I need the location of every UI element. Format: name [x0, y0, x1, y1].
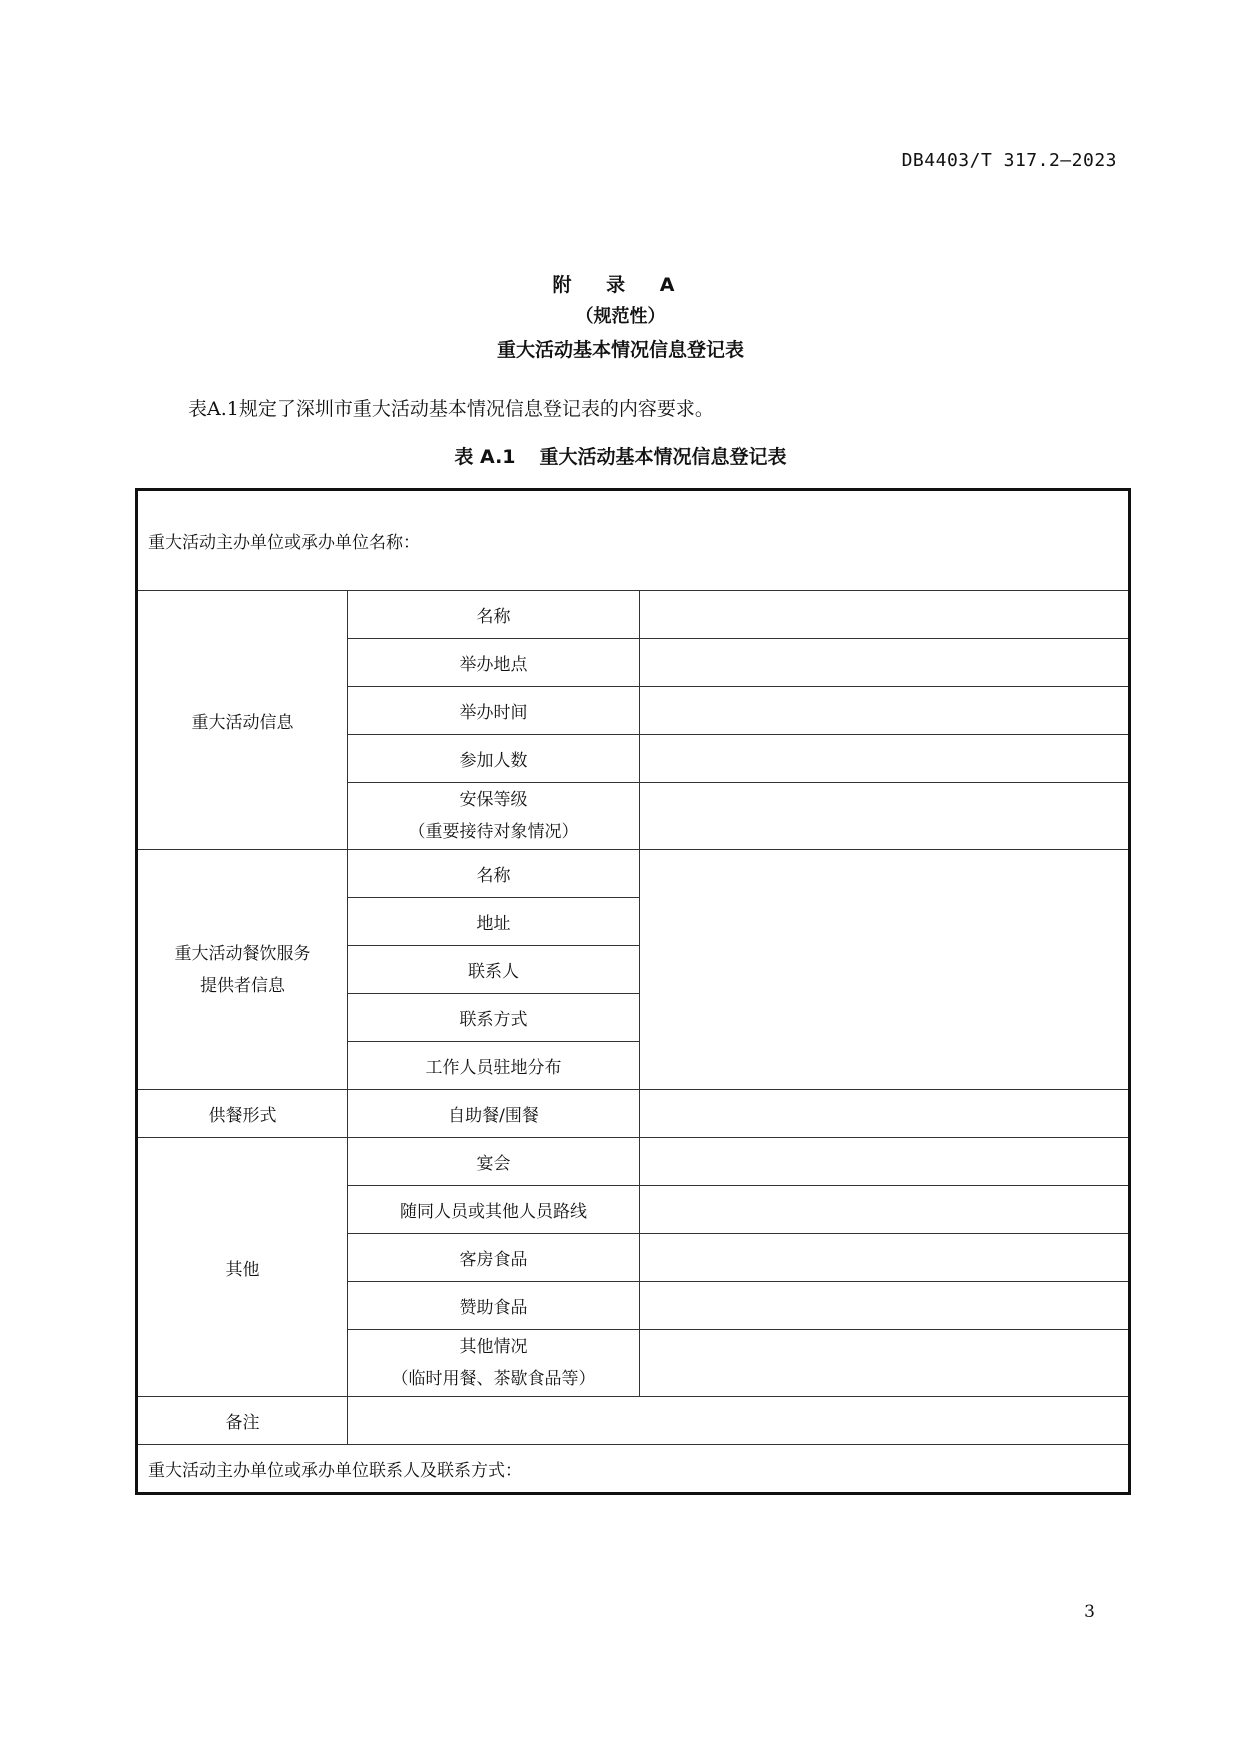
banquet-label: 宴会: [348, 1138, 640, 1186]
participants-label: 参加人数: [348, 735, 640, 783]
table-caption-title: 重大活动基本情况信息登记表: [539, 446, 787, 468]
intro-paragraph: 表A.1规定了深圳市重大活动基本情况信息登记表的内容要求。: [188, 398, 714, 420]
document-code: DB4403/T 317.2—2023: [901, 150, 1117, 171]
remarks-value[interactable]: [348, 1397, 1130, 1445]
activity-name-label: 名称: [348, 591, 640, 639]
table-row: [137, 591, 1130, 639]
activity-venue-value[interactable]: [640, 639, 1130, 687]
provider-info-value[interactable]: [640, 850, 1130, 1090]
registration-table: [135, 488, 1131, 1495]
provider-address-label: 地址: [348, 898, 640, 946]
participants-value[interactable]: [640, 735, 1130, 783]
activity-time-label: 举办时间: [348, 687, 640, 735]
activity-info-group: 重大活动信息: [137, 591, 348, 850]
page-number: 3: [1084, 1602, 1095, 1622]
security-level-line1: 安保等级: [459, 790, 528, 810]
provider-group-line2: 提供者信息: [200, 975, 285, 996]
other-situation-label: [348, 1330, 640, 1397]
organizer-name-cell[interactable]: 重大活动主办单位或承办单位名称：: [137, 490, 1130, 591]
provider-contact-label: 联系人: [348, 946, 640, 994]
security-level-value[interactable]: [640, 783, 1130, 850]
other-situation-line1: 其他情况: [459, 1337, 528, 1357]
banquet-value[interactable]: [640, 1138, 1130, 1186]
route-value[interactable]: [640, 1186, 1130, 1234]
staff-distribution-label: 工作人员驻地分布: [348, 1042, 640, 1090]
activity-name-value[interactable]: [640, 591, 1130, 639]
contact-info-cell[interactable]: 重大活动主办单位或承办单位联系人及联系方式：: [137, 1445, 1130, 1494]
security-level-label: [348, 783, 640, 850]
table-caption: [0, 442, 1241, 469]
meal-form-label: 供餐形式: [137, 1090, 348, 1138]
appendix-name: 重大活动基本情况信息登记表: [496, 339, 744, 361]
meal-form-type: 自助餐/围餐: [348, 1090, 640, 1138]
other-situation-value[interactable]: [640, 1330, 1130, 1397]
table-row: [137, 1138, 1130, 1186]
appendix-nature: （规范性）: [575, 306, 666, 327]
activity-time-value[interactable]: [640, 687, 1130, 735]
room-food-label: 客房食品: [348, 1234, 640, 1282]
appendix-title: 附 录 A: [552, 274, 689, 296]
meal-form-value[interactable]: [640, 1090, 1130, 1138]
route-label: 随同人员或其他人员路线: [348, 1186, 640, 1234]
other-situation-line2: （临时用餐、茶歇食品等）: [391, 1369, 596, 1389]
table-row: [137, 490, 1130, 591]
security-level-line2: （重要接待对象情况）: [408, 822, 579, 842]
table-row: [137, 1445, 1130, 1494]
table-caption-number: 表 A.1: [454, 446, 516, 468]
sponsored-food-value[interactable]: [640, 1282, 1130, 1330]
activity-venue-label: 举办地点: [348, 639, 640, 687]
table-row: [137, 1090, 1130, 1138]
other-group: 其他: [137, 1138, 348, 1397]
sponsored-food-label: 赞助食品: [348, 1282, 640, 1330]
remarks-label: 备注: [137, 1397, 348, 1445]
table-row: [137, 1397, 1130, 1445]
provider-phone-label: 联系方式: [348, 994, 640, 1042]
room-food-value[interactable]: [640, 1234, 1130, 1282]
provider-group-line1: 重大活动餐饮服务: [174, 943, 311, 964]
table-row: [137, 850, 1130, 898]
provider-name-label: 名称: [348, 850, 640, 898]
provider-info-group: [137, 850, 348, 1090]
